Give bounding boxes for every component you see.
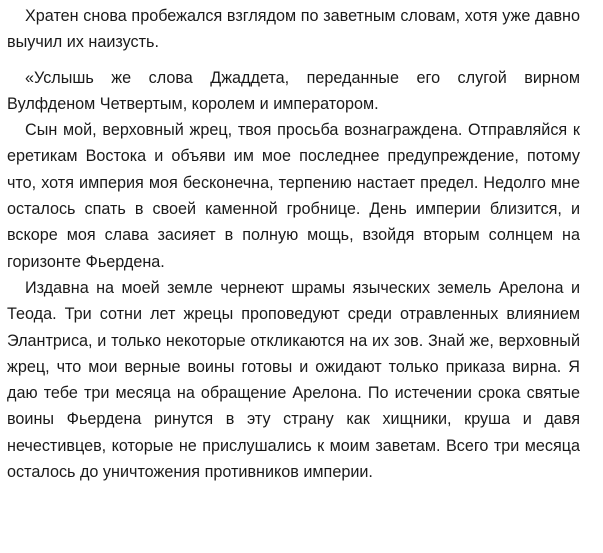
paragraph-3: Сын мой, верховный жрец, твоя просьба вознаграждена. Отправляйся к еретикам Востока и объяви им мое последнее предупреждение, потому что, хотя империя моя бесконечна, терпению настает предел. Недолго мне осталось спать в своей каменной гробнице. День империи близится, и вскоре моя слава засияет в полную мощь, взойдя вторым солнцем на горизонте Фьердена. [7, 121, 580, 271]
paragraph-2: «Услышь же слова Джаддета, переданные его слугой вирном Вулфденом Четвертым, королем и императором. [7, 68, 580, 113]
paragraph-4: Издавна на моей земле чернеют шрамы языческих земель Арелона и Теода. Три сотни лет жрецы проповедуют среди отравленных влиянием Элантриса, и только некоторые откликаются на их зов. Знай же, верховный жрец, что мои верные воины готовы и ожидают только приказа вирна. Я даю тебе три месяца на обращение Арелона. По истечении срока святые воины Фьердена ринутся в эту страну как хищники, круша и давя нечестивцев, которые не прислушались к моим заветам. Всего три месяца осталось до уничтожения противников империи. [7, 278, 580, 482]
document-body [7, 3, 580, 485]
paragraph-1: Хратен снова пробежался взглядом по заветным словам, хотя уже давно выучил их наизусть. [7, 7, 580, 52]
